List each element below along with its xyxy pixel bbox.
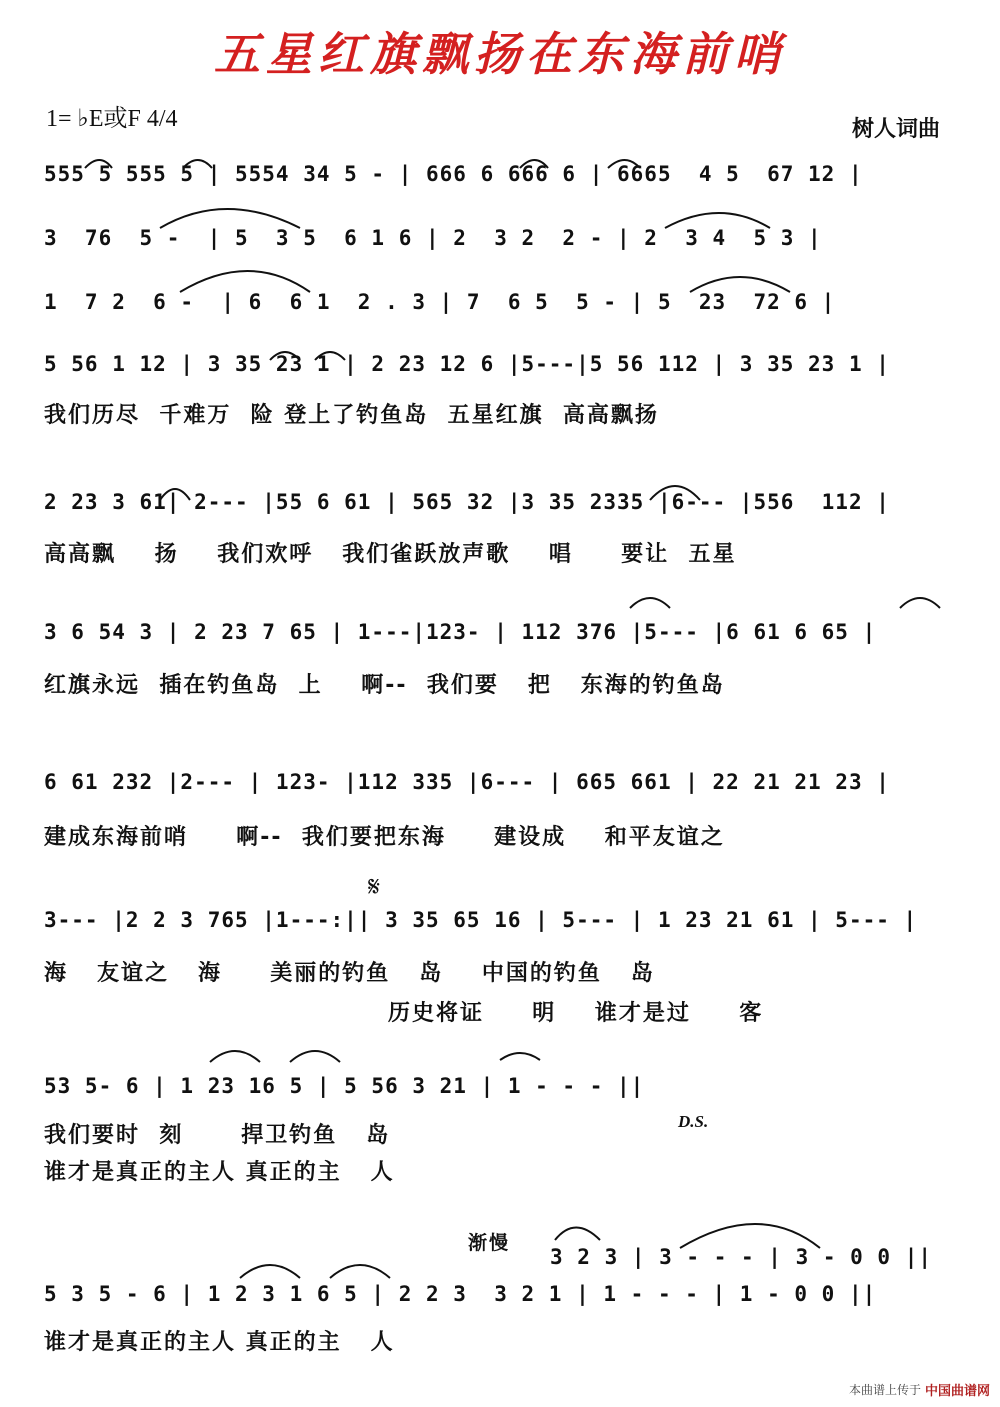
site-logo[interactable]: 中国曲谱网 — [924, 1384, 990, 1399]
score-line-7: 6 61 232 |2--- | 123- |112 335 |6--- | 665 661 | 22 21 21 23 | — [44, 770, 890, 794]
key-signature: 1= ♭E或F 4/4 — [46, 106, 178, 132]
score-line-8: 3--- |2 2 3 765 |1---:|| 3 35 65 16 | 5--- | 1 23 21 61 | 5--- | — [44, 908, 918, 932]
lyric-line-4: 我们历尽 千难万 险 登上了钓鱼岛 五星红旗 高高飘扬 — [44, 403, 659, 428]
lyric-line-10: 谁才是真正的主人 真正的主 人 — [44, 1330, 395, 1355]
score-line-1: 555 5 555 5 | 5554 34 5 - | 666 6 666 6 | 6665 4 5 67 12 | — [44, 162, 863, 186]
score-line-10: 5 3 5 - 6 | 1 2 3 1 6 5 | 2 2 3 3 2 1 | 1 - - - | 1 - 0 0 || — [44, 1282, 877, 1306]
score-line-2: 3 76 5 - | 5 3 5 6 1 6 | 2 3 2 2 - | 2 3 4 5 3 | — [44, 226, 822, 250]
score-line-10-upper: 3 2 3 | 3 - - - | 3 - 0 0 || — [550, 1245, 933, 1269]
footer-credit — [849, 1380, 990, 1399]
lyric-line-5: 高高飘 扬 我们欢呼 我们雀跃放声歌 唱 要让 五星 — [44, 542, 737, 567]
score-line-5: 2 23 3 61| 2--- |55 6 61 | 565 32 |3 35 2335 |6--- |556 112 | — [44, 490, 890, 514]
footer-text: 本曲谱上传于 — [848, 1383, 921, 1397]
lyric-line-9b: 谁才是真正的主人 真正的主 人 — [44, 1160, 395, 1185]
score-line-9: 53 5- 6 | 1 23 16 5 | 5 56 3 21 | 1 - - - || — [44, 1074, 645, 1098]
ritardando-label: 渐慢 — [468, 1232, 511, 1254]
score-line-6: 3 6 54 3 | 2 23 7 65 | 1---|123- | 112 376 |5--- |6 61 6 65 | — [44, 620, 877, 644]
lyric-line-7: 建成东海前哨 啊-- 我们要把东海 建设成 和平友谊之 — [44, 825, 725, 850]
score-line-3: 1 7 2 6 - | 6 6 1 2 . 3 | 7 6 5 5 - | 5 23 72 6 | — [44, 290, 836, 314]
segno-sign: 𝄋 — [368, 870, 381, 903]
score-title: 五星红旗飘扬在东海前哨 — [214, 27, 786, 81]
da-segno-mark: D.S. — [678, 1112, 709, 1131]
score-line-4: 5 56 1 12 | 3 35 23 1 | 2 23 12 6 |5---|5 56 112 | 3 35 23 1 | — [44, 352, 890, 376]
lyric-line-9a: 我们要时 刻 捍卫钓鱼 岛 — [44, 1123, 391, 1148]
lyric-line-8b: 历史将证 明 谁才是过 客 — [388, 1001, 764, 1026]
lyric-line-8a: 海 友谊之 海 美丽的钓鱼 岛 中国的钓鱼 岛 — [44, 961, 655, 986]
lyric-line-6: 红旗永远 插在钓鱼岛 上 啊-- 我们要 把 东海的钓鱼岛 — [44, 673, 725, 698]
composer-credit: 树人词曲 — [851, 117, 940, 142]
